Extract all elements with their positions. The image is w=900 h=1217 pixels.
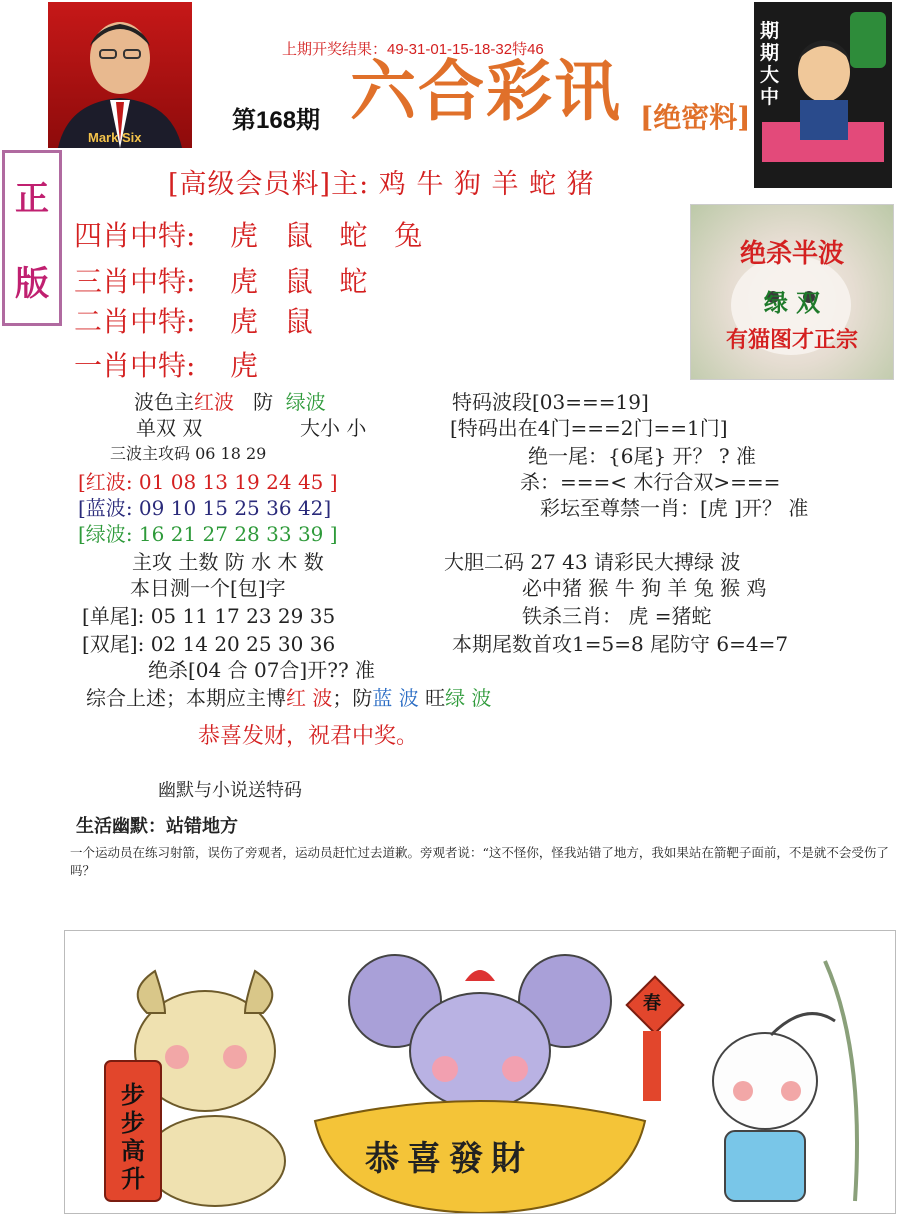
tier-label: 一肖中特: [74,349,196,382]
wave-guard-value: 绿波 [285,390,326,414]
tier-four [74,214,423,254]
kill-element: 杀：===< 木行合双>=== [520,470,781,494]
joke-title: 生活幽默：站错地方 [76,816,238,837]
subtitle: [绝密料] [640,101,751,134]
kill-half-wave-box [690,204,894,380]
issue-number: 第168期 [232,107,321,134]
special-segment: 特码波段[03===19] [452,390,649,414]
cat-box-line2: 绿 双 [763,288,821,317]
mascot-badge: 期期大中 [760,20,780,108]
tier-label: 三肖中特: [74,265,196,298]
cat-box-line3: 有猫图才正宗 [725,327,858,353]
three-wave-codes: 三波主攻码 06 18 29 [110,444,267,463]
tier-value: 虎 鼠 蛇 [230,265,368,298]
word-of-day: 本日测一个[包]字 [130,576,286,600]
tier-value: 虎 鼠 蛇 兔 [230,219,423,252]
tier-value: 虎 鼠 [230,305,313,338]
vip-zodiac: [高级会员料]主: 鸡 牛 狗 羊 蛇 猪 [168,169,595,200]
authentic-char-2: 版 [15,264,49,304]
dog-scroll-text: 步步高升 [121,1080,145,1193]
ingot-text: 恭喜發財 [365,1139,533,1179]
odd-even: 单双 双 [136,416,203,440]
joke-body: 一个运动员在练习射箭，误伤了旁观者，运动员赶忙过去道歉。旁观者说：“这不怪你，怪我站错了地方，我如果站在箭靶子面前，不是就不会受伤了吗？ [70,845,889,878]
tier-three [74,260,368,300]
authentic-char-1: 正 [15,179,49,219]
tier-label: 二肖中特: [74,305,196,338]
must-hit-zodiac: 必中猪 猴 牛 狗 羊 兔 猴 鸡 [522,576,767,600]
two-codes: 大胆二码 27 43 请彩民大搏绿 波 [444,550,741,574]
last-result: 上期开奖结果：49-31-01-15-18-32特46 [282,41,544,58]
tier-one [74,344,259,384]
kill-one-tail: 绝一尾：{6尾} 开？ ? 准 [528,444,756,468]
big-small: 大小 小 [300,416,367,440]
single-tail: [单尾]: 05 11 17 23 29 35 [82,604,336,628]
iron-kill: 铁杀三肖： 虎 =猪蛇 [522,604,712,628]
authentic-label [2,150,62,326]
tier-label: 四肖中特: [74,219,196,252]
wave-main-value: 红波 [194,390,234,414]
element-attack: 主攻 土数 防 水 木 数 [132,550,324,574]
tier-value: 虎 [230,349,259,382]
red-wave-numbers: [红波: 01 08 13 19 24 45 ] [78,470,338,494]
host-photo [48,2,192,148]
humor-heading: 幽默与小说送特码 [158,780,302,801]
firecracker-text: 春 [643,993,661,1014]
tier-two [74,300,313,340]
mark-six-logo: Mark Six [88,130,142,145]
congrats-line: 恭喜发财，祝君中奖。 [198,724,419,749]
cat-box-line1: 绝杀半波 [739,239,844,269]
tail-attack: 本期尾数首攻1=5=8 尾防守 6=4=7 [452,632,789,656]
forbidden-zodiac: 彩坛至尊禁一肖：[虎 ]开？ 准 [540,496,809,520]
double-tail: [双尾]: 02 14 20 25 30 36 [82,632,336,656]
wave-main: 波色主红波 防 绿波 [134,390,326,414]
zodiac-illustration [64,930,896,1214]
special-door: [特码出在4门===2门==1门] [450,416,728,440]
mascot-image [754,2,892,188]
kill-combo: 绝杀[04 合 07合]开?? 准 [148,658,376,682]
summary-line: 综合上述；本期应主博红 波；防蓝 波 旺绿 波 [86,686,492,710]
green-wave-numbers: [绿波: 16 21 27 28 33 39 ] [78,522,338,546]
main-title: 六合彩讯 [350,52,622,130]
blue-wave-numbers: [蓝波: 09 10 15 25 36 42] [78,496,332,520]
